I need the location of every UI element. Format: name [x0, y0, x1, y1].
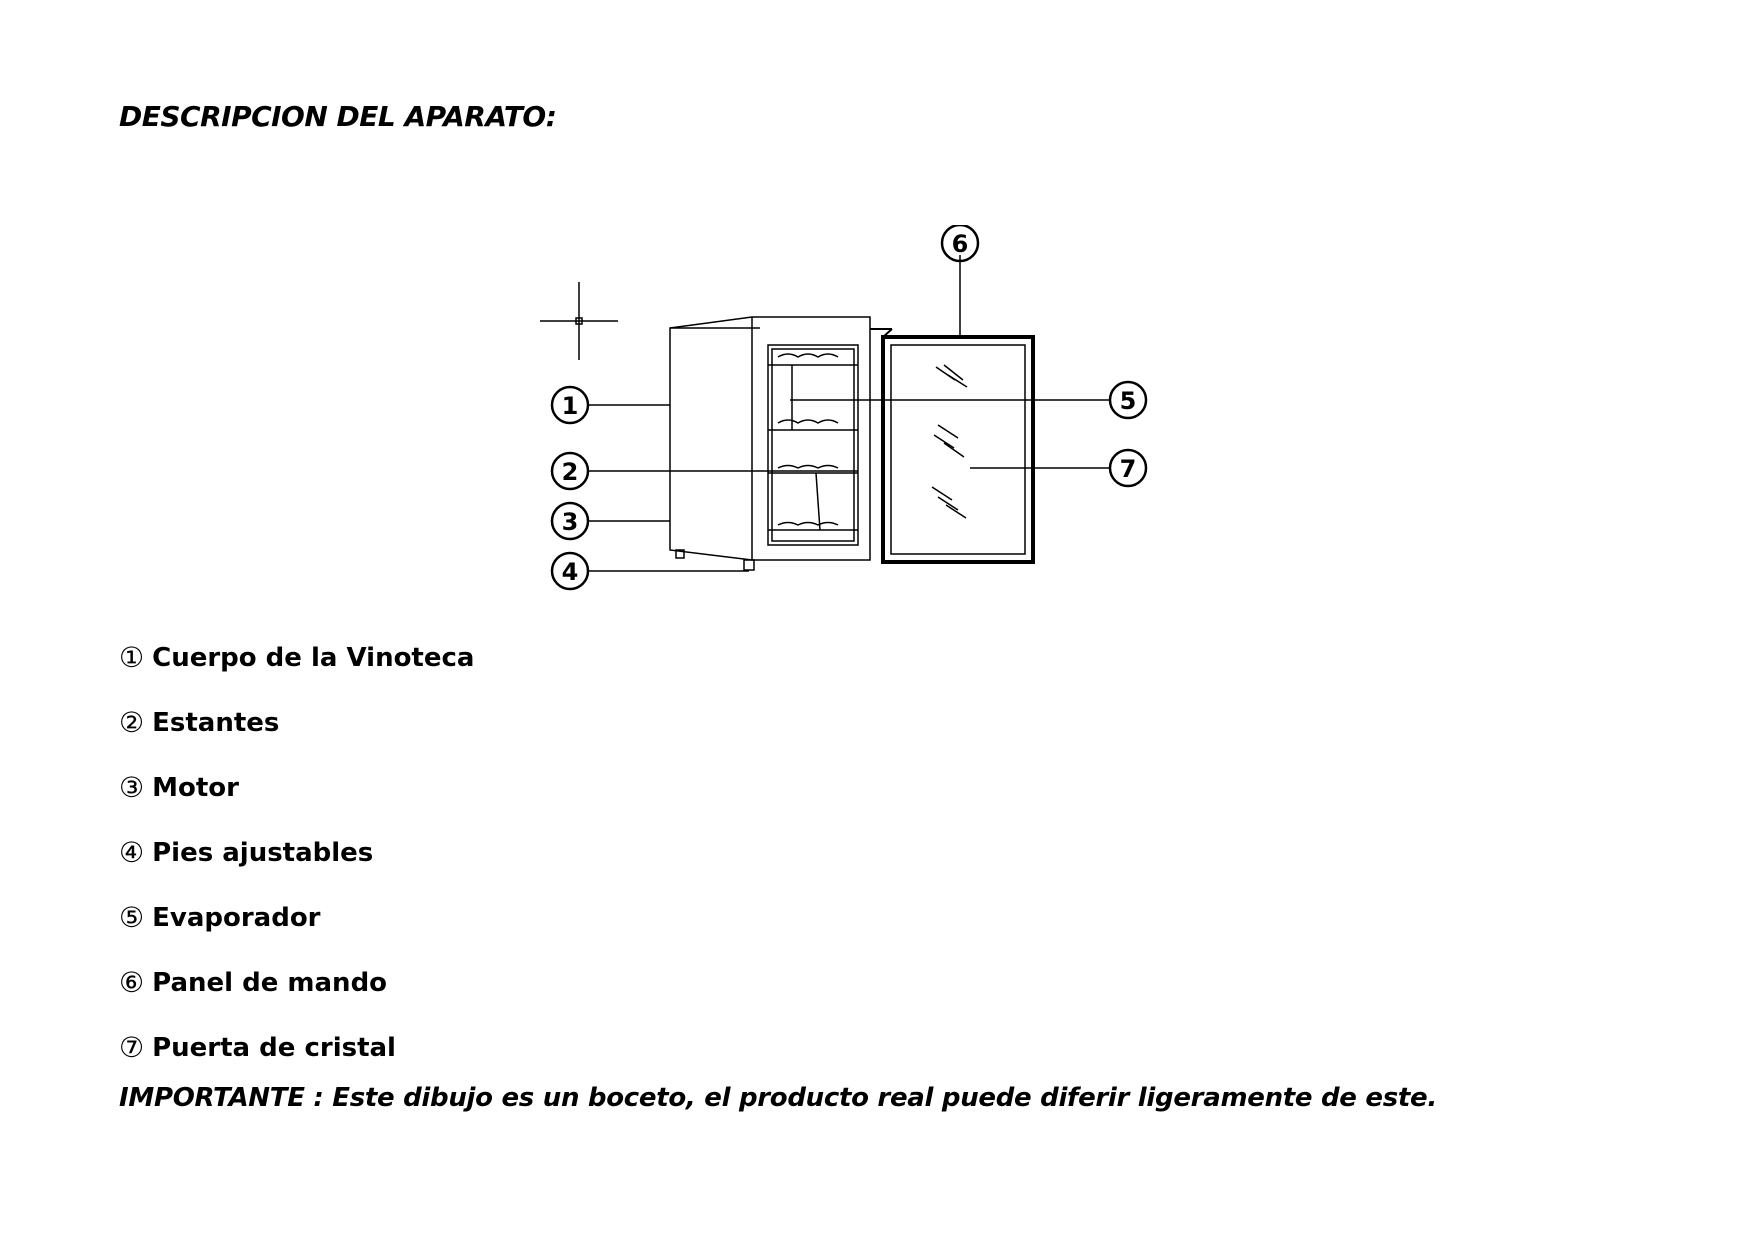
item-label: Pies ajustables — [152, 837, 374, 868]
item-label: Estantes — [152, 707, 280, 738]
callout-5: 5 — [1119, 387, 1137, 415]
item-label: Puerta de cristal — [152, 1032, 396, 1063]
callout-6: 6 — [951, 230, 969, 258]
item-number: ① — [119, 641, 145, 674]
crosshair-mark — [540, 282, 618, 360]
item-label: Motor — [152, 772, 239, 803]
important-note: IMPORTANTE : Este dibujo es un boceto, el producto real puede diferir ligeramente de este. — [119, 1083, 1437, 1113]
list-item — [119, 820, 474, 885]
page-title: DESCRIPCION DEL APARATO: — [119, 100, 557, 133]
callout-3: 3 — [561, 508, 579, 536]
list-item — [119, 690, 474, 755]
item-label: Panel de mando — [152, 967, 388, 998]
item-label: Cuerpo de la Vinoteca — [152, 642, 475, 673]
wine-cooler-diagram — [530, 225, 1210, 605]
parts-list — [119, 625, 474, 1080]
item-number: ⑤ — [119, 901, 145, 934]
callout-2: 2 — [561, 458, 579, 486]
item-number: ④ — [119, 836, 145, 869]
glass-door — [870, 329, 1033, 562]
callout-4: 4 — [561, 558, 579, 586]
callout-1: 1 — [561, 392, 579, 420]
list-item — [119, 755, 474, 820]
list-item — [119, 625, 474, 690]
item-number: ② — [119, 706, 145, 739]
callout-7: 7 — [1119, 455, 1137, 483]
list-item — [119, 950, 474, 1015]
list-item — [119, 1015, 474, 1080]
item-number: ⑥ — [119, 966, 145, 999]
cabinet-body — [670, 317, 870, 570]
item-number: ③ — [119, 771, 145, 804]
list-item — [119, 885, 474, 950]
item-label: Evaporador — [152, 902, 321, 933]
item-number: ⑦ — [119, 1031, 145, 1064]
